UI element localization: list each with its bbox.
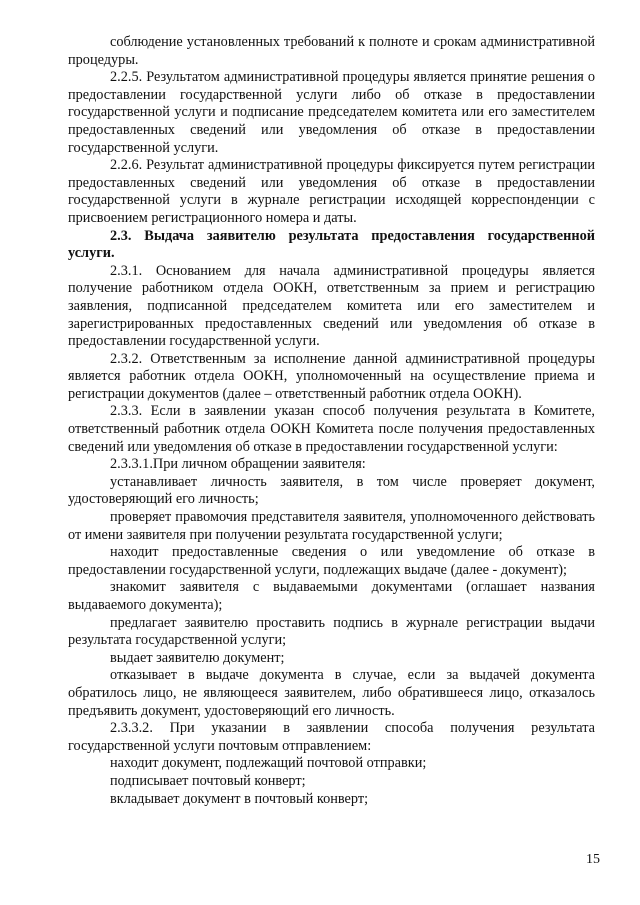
list-item-verify-identity: устанавливает личность заявителя, в том числе проверяет документ, удостоверяющий его личность;: [68, 473, 595, 508]
paragraph-2-3-3: 2.3.3. Если в заявлении указан способ получения результата в Комитете, ответственный работник отдела ООКН Комитета после получения предоставленных сведений или уведомления об отказе в предоставлении государственной услуги:: [68, 403, 595, 455]
list-item-refuse-issue: отказывает в выдаче документа в случае, если за выдачей документа обратилось лицо, не являющееся заявителем, либо обратившееся лицо, отказалось предъявить документ, удостоверяющий его личность.: [68, 667, 595, 719]
paragraph-2-3-3-2: 2.3.3.2. При указании в заявлении способа получения результата государственной услуги почтовым отправлением:: [68, 720, 595, 754]
section-heading-2-3: 2.3. Выдача заявителю результата предоставления государственной услуги.: [68, 227, 595, 262]
document-page: [68, 34, 595, 808]
list-item-sign-envelope: подписывает почтовый конверт;: [110, 772, 306, 789]
list-item-introduce-documents: знакомит заявителя с выдаваемыми документами (оглашает названия выдаваемого документа);: [68, 579, 595, 613]
list-item-sign-journal: предлагает заявителю проставить подпись в журнале регистрации выдачи результата государственной услуги;: [68, 614, 595, 649]
list-item-put-in-envelope: вкладывает документ в почтовый конверт;: [110, 790, 369, 807]
list-item-check-authority: проверяет правомочия представителя заявителя, уполномоченного действовать от имени заявителя при получении результата государственной услуги;: [68, 509, 595, 543]
paragraph-2-2-5: 2.2.5. Результатом административной процедуры является принятие решения о предоставлении государственной услуги либо об отказе в предоставлении государственной услуги и подписание председателем комитета или его заместителем предоставленных сведений или уведомления об отказе в предоставлении государственной услуги.: [68, 69, 595, 156]
paragraph-2-3-1: 2.3.1. Основанием для начала административной процедуры является получение работником отдела ООКН, ответственным за прием и регистрацию заявления, подписанной председателем комитета или его заместителем и зарегистрированных предоставленных сведений или уведомления об отказе в предоставлении государственной услуги.: [68, 262, 595, 350]
page-number: 15: [586, 852, 600, 867]
paragraph-2-3-2: 2.3.2. Ответственным за исполнение данной административной процедуры является работник отдела ООКН, уполномоченный на осуществление приема и регистрации документов (далее – ответственный работник отдела ООКН).: [68, 350, 595, 402]
paragraph-2-2-6: 2.2.6. Результат административной процедуры фиксируется путем регистрации предоставленных сведений или уведомления об отказе в предоставлении государственной услуги в журнале регистрации исходящей корреспонденции с присвоением регистрационного номера и даты.: [68, 157, 595, 226]
paragraph-2-3-3-1: 2.3.3.1.При личном обращении заявителя:: [110, 456, 366, 473]
list-item-issue-document: выдает заявителю документ;: [110, 649, 285, 666]
list-item-find-document: находит предоставленные сведения о или уведомление об отказе в предоставлении государственной услуги, подлежащих выдаче (далее - документ);: [68, 544, 595, 578]
paragraph-1: соблюдение установленных требований к полноте и срокам административной процедуры.: [68, 34, 595, 68]
list-item-find-mail-document: находит документ, подлежащий почтовой отправки;: [110, 755, 427, 772]
